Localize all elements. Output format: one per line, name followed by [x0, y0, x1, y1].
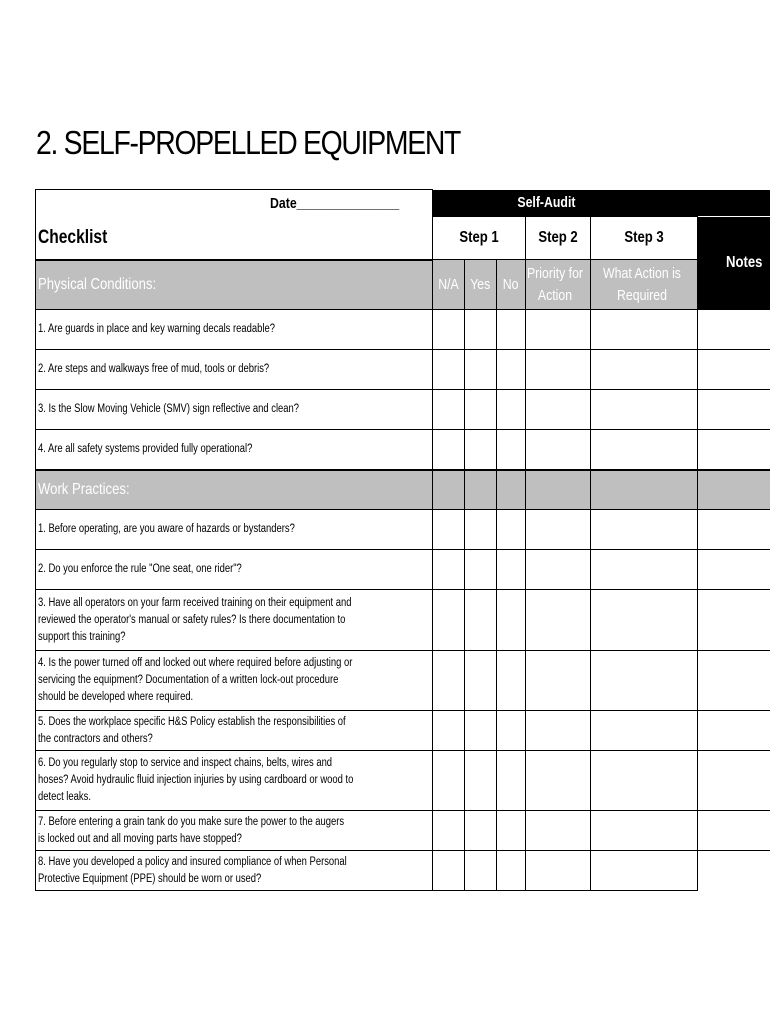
question-text: 2. Are steps and walkways free of mud, tools or debris? [36, 350, 433, 390]
notes-cell[interactable] [697, 310, 770, 350]
table-row [36, 430, 770, 470]
priority-cell[interactable] [525, 651, 590, 711]
question-text: 1. Before operating, are you aware of hazards or bystanders? [36, 510, 433, 550]
question-text: 1. Are guards in place and key warning decals readable? [36, 310, 433, 350]
table-row [36, 651, 770, 711]
action-cell[interactable] [590, 350, 697, 390]
no-checkbox[interactable] [496, 310, 525, 350]
question-text: 4. Is the power turned off and locked out where required before adjusting or servicing the equipment? Documentation of a written lock-out procedure should be developed where required. [36, 651, 433, 711]
no-checkbox[interactable] [496, 390, 525, 430]
action-cell[interactable] [590, 651, 697, 711]
question-text: 3. Is the Slow Moving Vehicle (SMV) sign reflective and clean? [36, 390, 433, 430]
action-cell[interactable] [590, 711, 697, 751]
yes-checkbox[interactable] [464, 390, 496, 430]
no-checkbox[interactable] [496, 510, 525, 550]
yes-checkbox[interactable] [464, 651, 496, 711]
no-checkbox[interactable] [496, 851, 525, 891]
date-label: Date_______________ [270, 194, 400, 212]
priority-column-header: Priority for Action [525, 260, 590, 310]
section-physical-conditions: Physical Conditions: [36, 260, 433, 310]
section-fill [697, 470, 770, 510]
question-text: 8. Have you developed a policy and insured compliance of when Personal Protective Equipment (PPE) should be worn or used? [36, 851, 433, 891]
na-checkbox[interactable] [433, 851, 465, 891]
priority-cell[interactable] [525, 510, 590, 550]
notes-cell[interactable] [697, 751, 770, 811]
section-fill [433, 470, 465, 510]
na-checkbox[interactable] [433, 310, 465, 350]
question-text: 3. Have all operators on your farm received training on their equipment and reviewed the operator's manual or safety rules? Is there documentation to support this training? [36, 590, 433, 651]
yes-checkbox[interactable] [464, 310, 496, 350]
yes-checkbox[interactable] [464, 851, 496, 891]
action-cell[interactable] [590, 390, 697, 430]
yes-checkbox[interactable] [464, 350, 496, 390]
step1-header: Step 1 [433, 217, 526, 260]
na-checkbox[interactable] [433, 711, 465, 751]
checklist-heading: Checklist [36, 217, 433, 260]
table-row [36, 310, 770, 350]
yes-checkbox[interactable] [464, 430, 496, 470]
step3-header: Step 3 [590, 217, 697, 260]
self-audit-label: Self-Audit [517, 194, 576, 212]
yes-checkbox[interactable] [464, 751, 496, 811]
na-checkbox[interactable] [433, 390, 465, 430]
table-row [36, 510, 770, 550]
section-fill [590, 470, 697, 510]
action-cell[interactable] [590, 310, 697, 350]
no-checkbox[interactable] [496, 590, 525, 651]
table-row [36, 550, 770, 590]
question-text: 6. Do you regularly stop to service and inspect chains, belts, wires and hoses? Avoid hydraulic fluid injection injuries by using cardboard or wood to detect leaks. [36, 751, 433, 811]
na-checkbox[interactable] [433, 651, 465, 711]
yes-checkbox[interactable] [464, 711, 496, 751]
priority-cell[interactable] [525, 590, 590, 651]
na-column-header: N/A [433, 260, 465, 310]
na-checkbox[interactable] [433, 811, 465, 851]
table-row [36, 350, 770, 390]
self-audit-checklist-table [35, 189, 770, 891]
na-checkbox[interactable] [433, 590, 465, 651]
notes-header: Notes [697, 217, 770, 310]
priority-cell[interactable] [525, 550, 590, 590]
action-cell[interactable] [590, 510, 697, 550]
section-fill [525, 470, 590, 510]
question-text: 2. Do you enforce the rule "One seat, one rider"? [36, 550, 433, 590]
na-checkbox[interactable] [433, 751, 465, 811]
date-field[interactable] [36, 190, 433, 217]
action-column-header: What Action is Required [590, 260, 697, 310]
no-checkbox[interactable] [496, 430, 525, 470]
yes-checkbox[interactable] [464, 590, 496, 651]
notes-cell[interactable] [697, 510, 770, 550]
notes-cell[interactable] [697, 811, 770, 851]
priority-cell[interactable] [525, 430, 590, 470]
priority-cell[interactable] [525, 851, 590, 891]
notes-cell[interactable] [697, 350, 770, 390]
question-text: 5. Does the workplace specific H&S Policy establish the responsibilities of the contractors and others? [36, 711, 433, 751]
yes-checkbox[interactable] [464, 510, 496, 550]
no-checkbox[interactable] [496, 751, 525, 811]
action-cell[interactable] [590, 550, 697, 590]
priority-cell[interactable] [525, 390, 590, 430]
no-checkbox[interactable] [496, 550, 525, 590]
question-text: 4. Are all safety systems provided fully operational? [36, 430, 433, 470]
page-title: 2. SELF-PROPELLED EQUIPMENT [36, 124, 461, 161]
no-checkbox[interactable] [496, 811, 525, 851]
no-checkbox[interactable] [496, 651, 525, 711]
priority-cell[interactable] [525, 811, 590, 851]
notes-cell[interactable] [697, 430, 770, 470]
action-cell[interactable] [590, 430, 697, 470]
action-cell[interactable] [590, 851, 697, 891]
section-fill [464, 470, 496, 510]
table-row [36, 751, 770, 811]
step2-header: Step 2 [525, 217, 590, 260]
section-work-practices: Work Practices: [36, 470, 433, 510]
yes-column-header: Yes [464, 260, 496, 310]
no-column-header: No [496, 260, 525, 310]
notes-cell[interactable] [697, 390, 770, 430]
na-checkbox[interactable] [433, 430, 465, 470]
question-text: 7. Before entering a grain tank do you make sure the power to the augers is locked out and all moving parts have stopped? [36, 811, 433, 851]
na-checkbox[interactable] [433, 550, 465, 590]
notes-cell[interactable] [697, 711, 770, 751]
action-cell[interactable] [590, 590, 697, 651]
action-cell[interactable] [590, 811, 697, 851]
yes-checkbox[interactable] [464, 550, 496, 590]
table-row [36, 811, 770, 851]
na-checkbox[interactable] [433, 510, 465, 550]
table-row [36, 390, 770, 430]
priority-cell[interactable] [525, 310, 590, 350]
yes-checkbox[interactable] [464, 811, 496, 851]
priority-cell[interactable] [525, 711, 590, 751]
priority-cell[interactable] [525, 751, 590, 811]
no-checkbox[interactable] [496, 711, 525, 751]
notes-cell[interactable] [697, 590, 770, 651]
notes-cell[interactable] [697, 851, 770, 891]
action-cell[interactable] [590, 751, 697, 811]
na-checkbox[interactable] [433, 350, 465, 390]
priority-cell[interactable] [525, 350, 590, 390]
notes-cell[interactable] [697, 651, 770, 711]
notes-cell[interactable] [697, 550, 770, 590]
no-checkbox[interactable] [496, 350, 525, 390]
table-row [36, 590, 770, 651]
section-fill [496, 470, 525, 510]
self-audit-header [433, 190, 770, 217]
table-row [36, 851, 770, 891]
table-row [36, 711, 770, 751]
